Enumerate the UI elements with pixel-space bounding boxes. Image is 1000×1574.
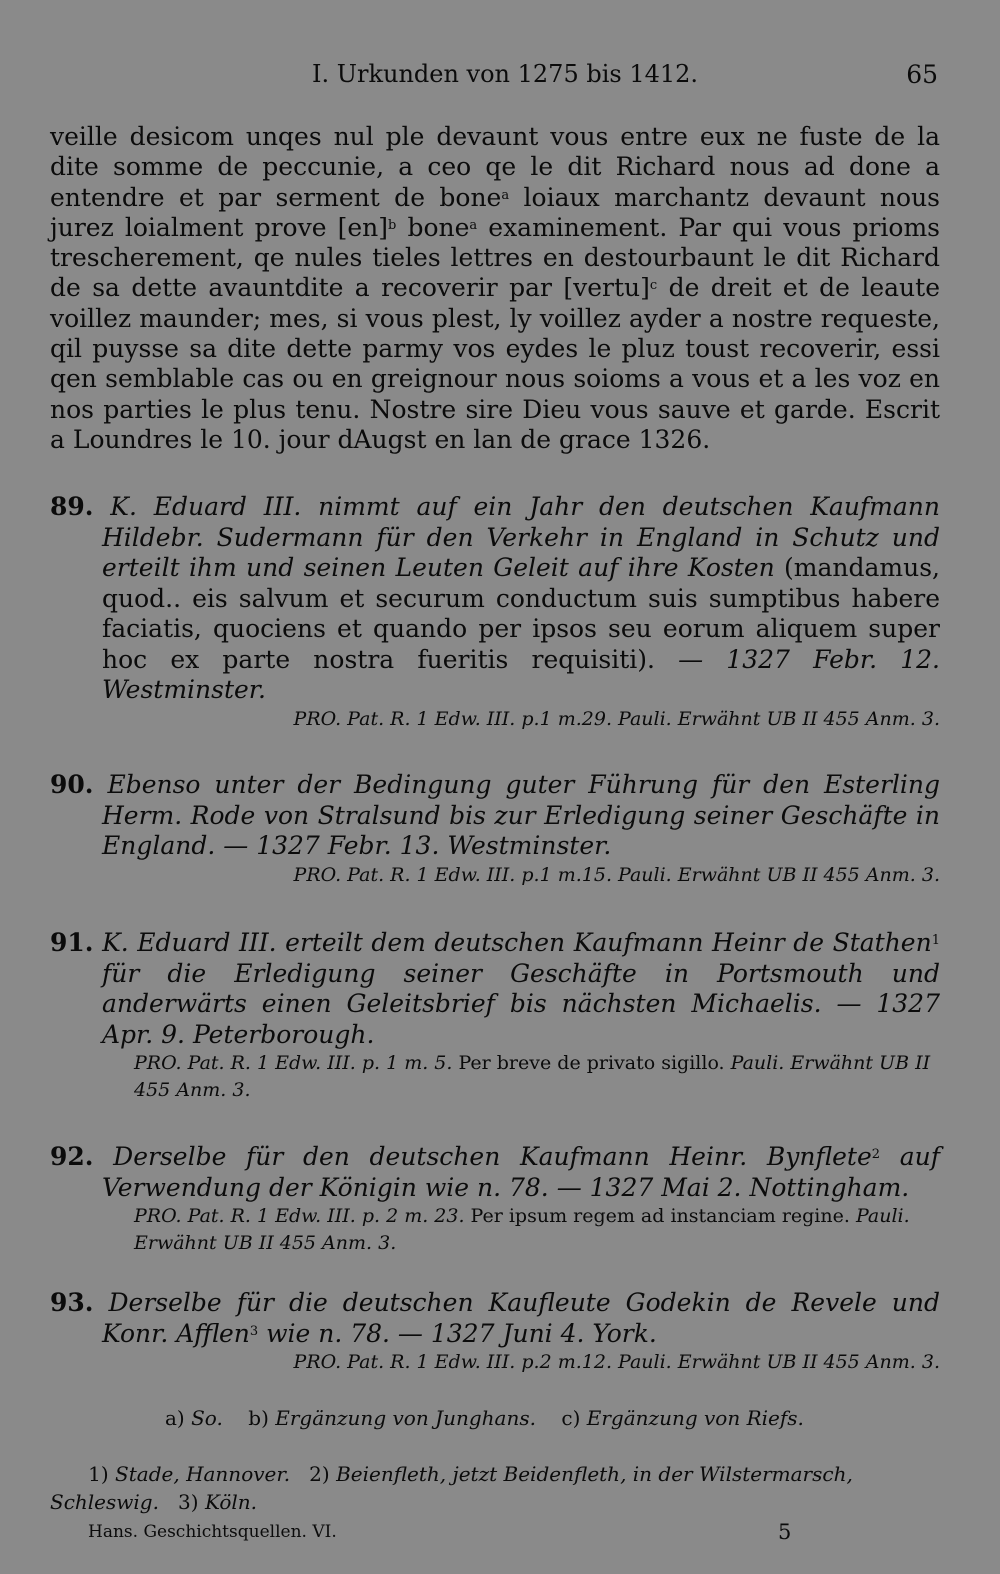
footnote-mark: 2) xyxy=(309,1462,330,1486)
entry-number: 92. xyxy=(50,1142,94,1171)
entry-summary xyxy=(50,770,940,862)
entry-source xyxy=(50,1050,940,1104)
entry-90 xyxy=(50,770,940,889)
footnote-marker: 3 xyxy=(249,1323,259,1339)
page-header xyxy=(0,60,1000,96)
signature-mark: 5 xyxy=(778,1520,792,1544)
entry-summary xyxy=(50,1288,940,1349)
entry-number: 89. xyxy=(50,492,94,521)
note-marker: c xyxy=(649,278,658,294)
note-mark: a) xyxy=(165,1406,185,1430)
note-marker: b xyxy=(388,217,397,233)
entry-date-place: — 1327 Febr. 12. Westminster. xyxy=(102,644,940,704)
entry-93 xyxy=(50,1288,940,1376)
entry-number: 93. xyxy=(50,1288,94,1317)
entry-summary xyxy=(50,928,940,1050)
footnote-marker: 2 xyxy=(871,1147,881,1162)
running-title: I. Urkunden von 1275 bis 1412. xyxy=(312,60,699,88)
footnotes xyxy=(50,1460,940,1516)
entry-regest: auf Verwendung der Königin wie n. 78. — 1327 Mai 2. Nottingham. xyxy=(102,1142,940,1202)
footnote-text: Köln. xyxy=(204,1490,258,1514)
entry-regest: wie n. 78. — 1327 Juni 4. York. xyxy=(258,1318,657,1348)
entry-summary xyxy=(50,1142,940,1203)
note-mark: c) xyxy=(561,1406,581,1430)
source-note: Per breve de privato sigillo. xyxy=(452,1052,731,1074)
entry-number: 90. xyxy=(50,770,94,799)
entry-source xyxy=(50,1203,940,1257)
note-text: Ergänzung von Junghans. xyxy=(275,1406,536,1430)
source-ref: PRO. Pat. R. 1 Edw. III. p. 1 m. 5. xyxy=(134,1052,453,1074)
source-ref: PRO. Pat. R. 1 Edw. III. p. 2 m. 23. xyxy=(134,1205,465,1227)
source-ref: Pauli. Erwähnt UB II 455 Anm. 3. xyxy=(134,1205,910,1254)
entry-regest: K. Eduard III. nimmt auf ein Jahr den deutschen Kaufmann Hildebr. Sudermann für den Verkehr in England in Schutz und erteilt ihm und seinen Leuten Geleit auf ihre Kosten xyxy=(102,492,940,582)
footnote-marker: 1 xyxy=(931,933,940,948)
footnote-mark: 3) xyxy=(178,1490,199,1514)
source-ref: Pauli. Erwähnt UB II 455 Anm. 3. xyxy=(134,1052,931,1101)
entry-regest: für die Erledigung seiner Geschäfte in Portsmouth und anderwärts einen Geleitsbrief bis nächsten Michaelis. — 1327 Apr. 9. Peterborough. xyxy=(102,958,940,1049)
note-text: Ergänzung von Riefs. xyxy=(586,1406,804,1430)
source-note: Per ipsum regem ad instanciam regine. xyxy=(464,1205,856,1227)
note-mark: b) xyxy=(248,1406,269,1430)
footnote-mark: 1) xyxy=(88,1462,109,1486)
page-footer xyxy=(88,1522,808,1542)
entry-number: 91. xyxy=(50,928,94,957)
entry-92 xyxy=(50,1142,940,1257)
body-text-part: loiaux marchantz devaunt nous jurez loialment prove [en] xyxy=(50,182,940,242)
entry-source: PRO. Pat. R. 1 Edw. III. p.1 m.15. Pauli. Erwähnt UB II 455 Anm. 3. xyxy=(293,863,940,886)
entry-91 xyxy=(50,928,940,1104)
note-marker: a xyxy=(469,217,478,233)
entry-regest: Ebenso unter der Bedingung guter Führung für den Esterling Herm. Rode von Stralsund bis zur Erledigung seiner Geschäfte in England. — 1327 Febr. 13. Westminster. xyxy=(102,770,940,860)
entry-regest: Derselbe für den deutschen Kaufmann Heinr. Bynflete xyxy=(113,1142,872,1171)
body-text-part: veille desicom unqes nul ple devaunt vous entre eux ne fuste de la dite somme de peccunie, a ceo qe le dit Richard nous ad done a entendre et par serment de bone xyxy=(50,122,940,212)
entry-summary xyxy=(50,492,940,706)
entry-regest: Derselbe für die deutschen Kaufleute Godekin de Revele und Konr. Afflen xyxy=(102,1288,940,1348)
body-text-part: examinement. Par qui vous prioms trescherement, qe nules tieles lettres en destourbaunt le dit Richard de sa dette avauntdite a recoverir par [vertu] xyxy=(50,212,940,303)
footnote-text: Beienfleth, jetzt Beidenfleth, in der Wilstermarsch, Schleswig. xyxy=(50,1462,853,1514)
entry-quote: (mandamus, quod.. eis salvum et securum conductum suis sumptibus habere faciatis, quociens et quando per ipsos seu eorum aliquem super hoc ex parte nostra fueritis requisiti). xyxy=(102,553,941,674)
body-text-part: de dreit et de leaute voillez maunder; mes, si vous plest, ly voillez ayder a nostre requeste, qil puysse sa dite dette parmy vos eydes le pluz toust recoverir, essi qen semblable cas ou en greignour nous soioms a vous et a les voz en nos parties le plus tenu. Nostre sire Dieu vous sauve et garde. Escrit a Loundres le 10. jour dAugst en lan de grace 1326. xyxy=(50,273,940,454)
note-text: So. xyxy=(191,1406,223,1430)
textual-notes xyxy=(165,1406,804,1430)
entry-source: PRO. Pat. R. 1 Edw. III. p.1 m.29. Pauli. Erwähnt UB II 455 Anm. 3. xyxy=(293,707,940,730)
entry-source: PRO. Pat. R. 1 Edw. III. p.2 m.12. Pauli. Erwähnt UB II 455 Anm. 3. xyxy=(293,1351,940,1373)
letter-continuation xyxy=(50,122,940,455)
footnote-text: Stade, Hannover. xyxy=(115,1462,291,1486)
entry-regest: K. Eduard III. erteilt dem deutschen Kaufmann Heinr de Stathen xyxy=(102,928,932,957)
note-marker: a xyxy=(501,187,510,203)
page-number: 65 xyxy=(906,60,938,89)
body-text-part: bone xyxy=(396,212,470,242)
series-title: Hans. Geschichtsquellen. VI. xyxy=(88,1522,337,1542)
entry-89 xyxy=(50,492,940,733)
